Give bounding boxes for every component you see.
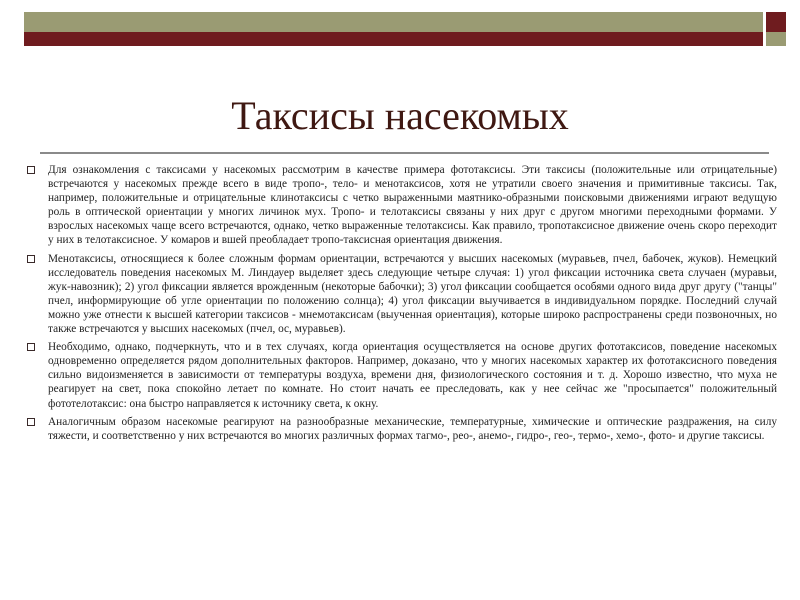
paragraph-text: Необходимо, однако, подчеркнуть, что и в тех случаях, когда ориентация осуществляется на основе других фототаксисов, поведение насекомых одновременно определяется рядом дополнительных факторов. Например, доказано, что у многих насекомых характер их фототаксисного поведения сильно видоизменяется в зависимости от температуры воздуха, времени дня, физиологического состояния и т. д. Хорошо известно, что муха не реагирует на свет, пока спокойно летает по комнате. Но стоит начать ее преследовать, как у нее сейчас же "просыпается" положительный фототелотаксис: она быстро направляется к источнику света, к окну. xyxy=(48,341,777,410)
paragraph-text: Менотаксисы, относящиеся к более сложным формам ориентации, встречаются у высших насекомых (муравьев, пчел, бабочек, жуков). Немецкий исследователь поведения насекомых М. Линдауер выделяет здесь следующие четыре случая: 1) угол фиксации источника света случаен (муравьи, жук-навозник); 2) угол фиксации является врожденным (некоторые бабочки); 3) угол фиксации сообщается особями одного вида друг другу ("танцы" пчел, информирующие об угле ориентации по положению солнца); 4) угол фиксации выучивается в индивидуальном порядке. Последний случай можно уже отнести к высшей категории таксисов - мнемотаксисам (выученная ориентация), которые широко распространены среди позвоночных, но также встречаются у высших насекомых (пчел, ос, муравьев). xyxy=(48,252,777,336)
paragraph-text: Для ознакомления с таксисами у насекомых рассмотрим в качестве примера фототаксисы. Эти таксисы (положительные или отрицательные) встречаются у насекомых прежде всего в виде тропо-, тело- и менотаксисов, хотя не утратили своего значения и примитивные таксисы. Так, например, положительные и отрицательные клинотаксисы с четко выраженными маятнико-образными поисковыми движениями играют ведущую роль в оптической ориентации у многих личинок мух. Тропо- и телотаксисы связаны у них друг с другом многими переходными формами. У взрослых насекомых чаще всего встречаются, однако, четко выраженные телотаксисы. Как правило, тропотаксисное движение очень скоро переходит у них в телотаксисное. У комаров и вшей преобладает тропо-таксисная ориентация движения. xyxy=(48,164,777,247)
title-divider xyxy=(40,152,769,154)
bullet-paragraph xyxy=(27,340,777,410)
header-band-maroon xyxy=(24,32,763,46)
slide-body xyxy=(27,163,777,447)
header-band-olive xyxy=(24,12,763,32)
bullet-paragraph xyxy=(27,163,777,248)
square-bullet-icon xyxy=(27,166,35,174)
square-bullet-icon xyxy=(27,418,35,426)
bullet-paragraph xyxy=(27,252,777,337)
paragraph-text: Аналогичным образом насекомые реагируют на разнообразные механические, температурные, химические и оптические раздражения, на силу тяжести, и соответственно у них встречаются во многих различных формах тагмо-, рео-, анемо-, гидро-, гео-, термо-, хемо-, фото- и другие таксисы. xyxy=(48,415,777,442)
header-square-olive xyxy=(766,32,786,46)
square-bullet-icon xyxy=(27,255,35,263)
bullet-paragraph xyxy=(27,415,777,443)
square-bullet-icon xyxy=(27,343,35,351)
header-square-maroon xyxy=(766,12,786,32)
slide-title: Таксисы насекомых xyxy=(231,93,569,138)
